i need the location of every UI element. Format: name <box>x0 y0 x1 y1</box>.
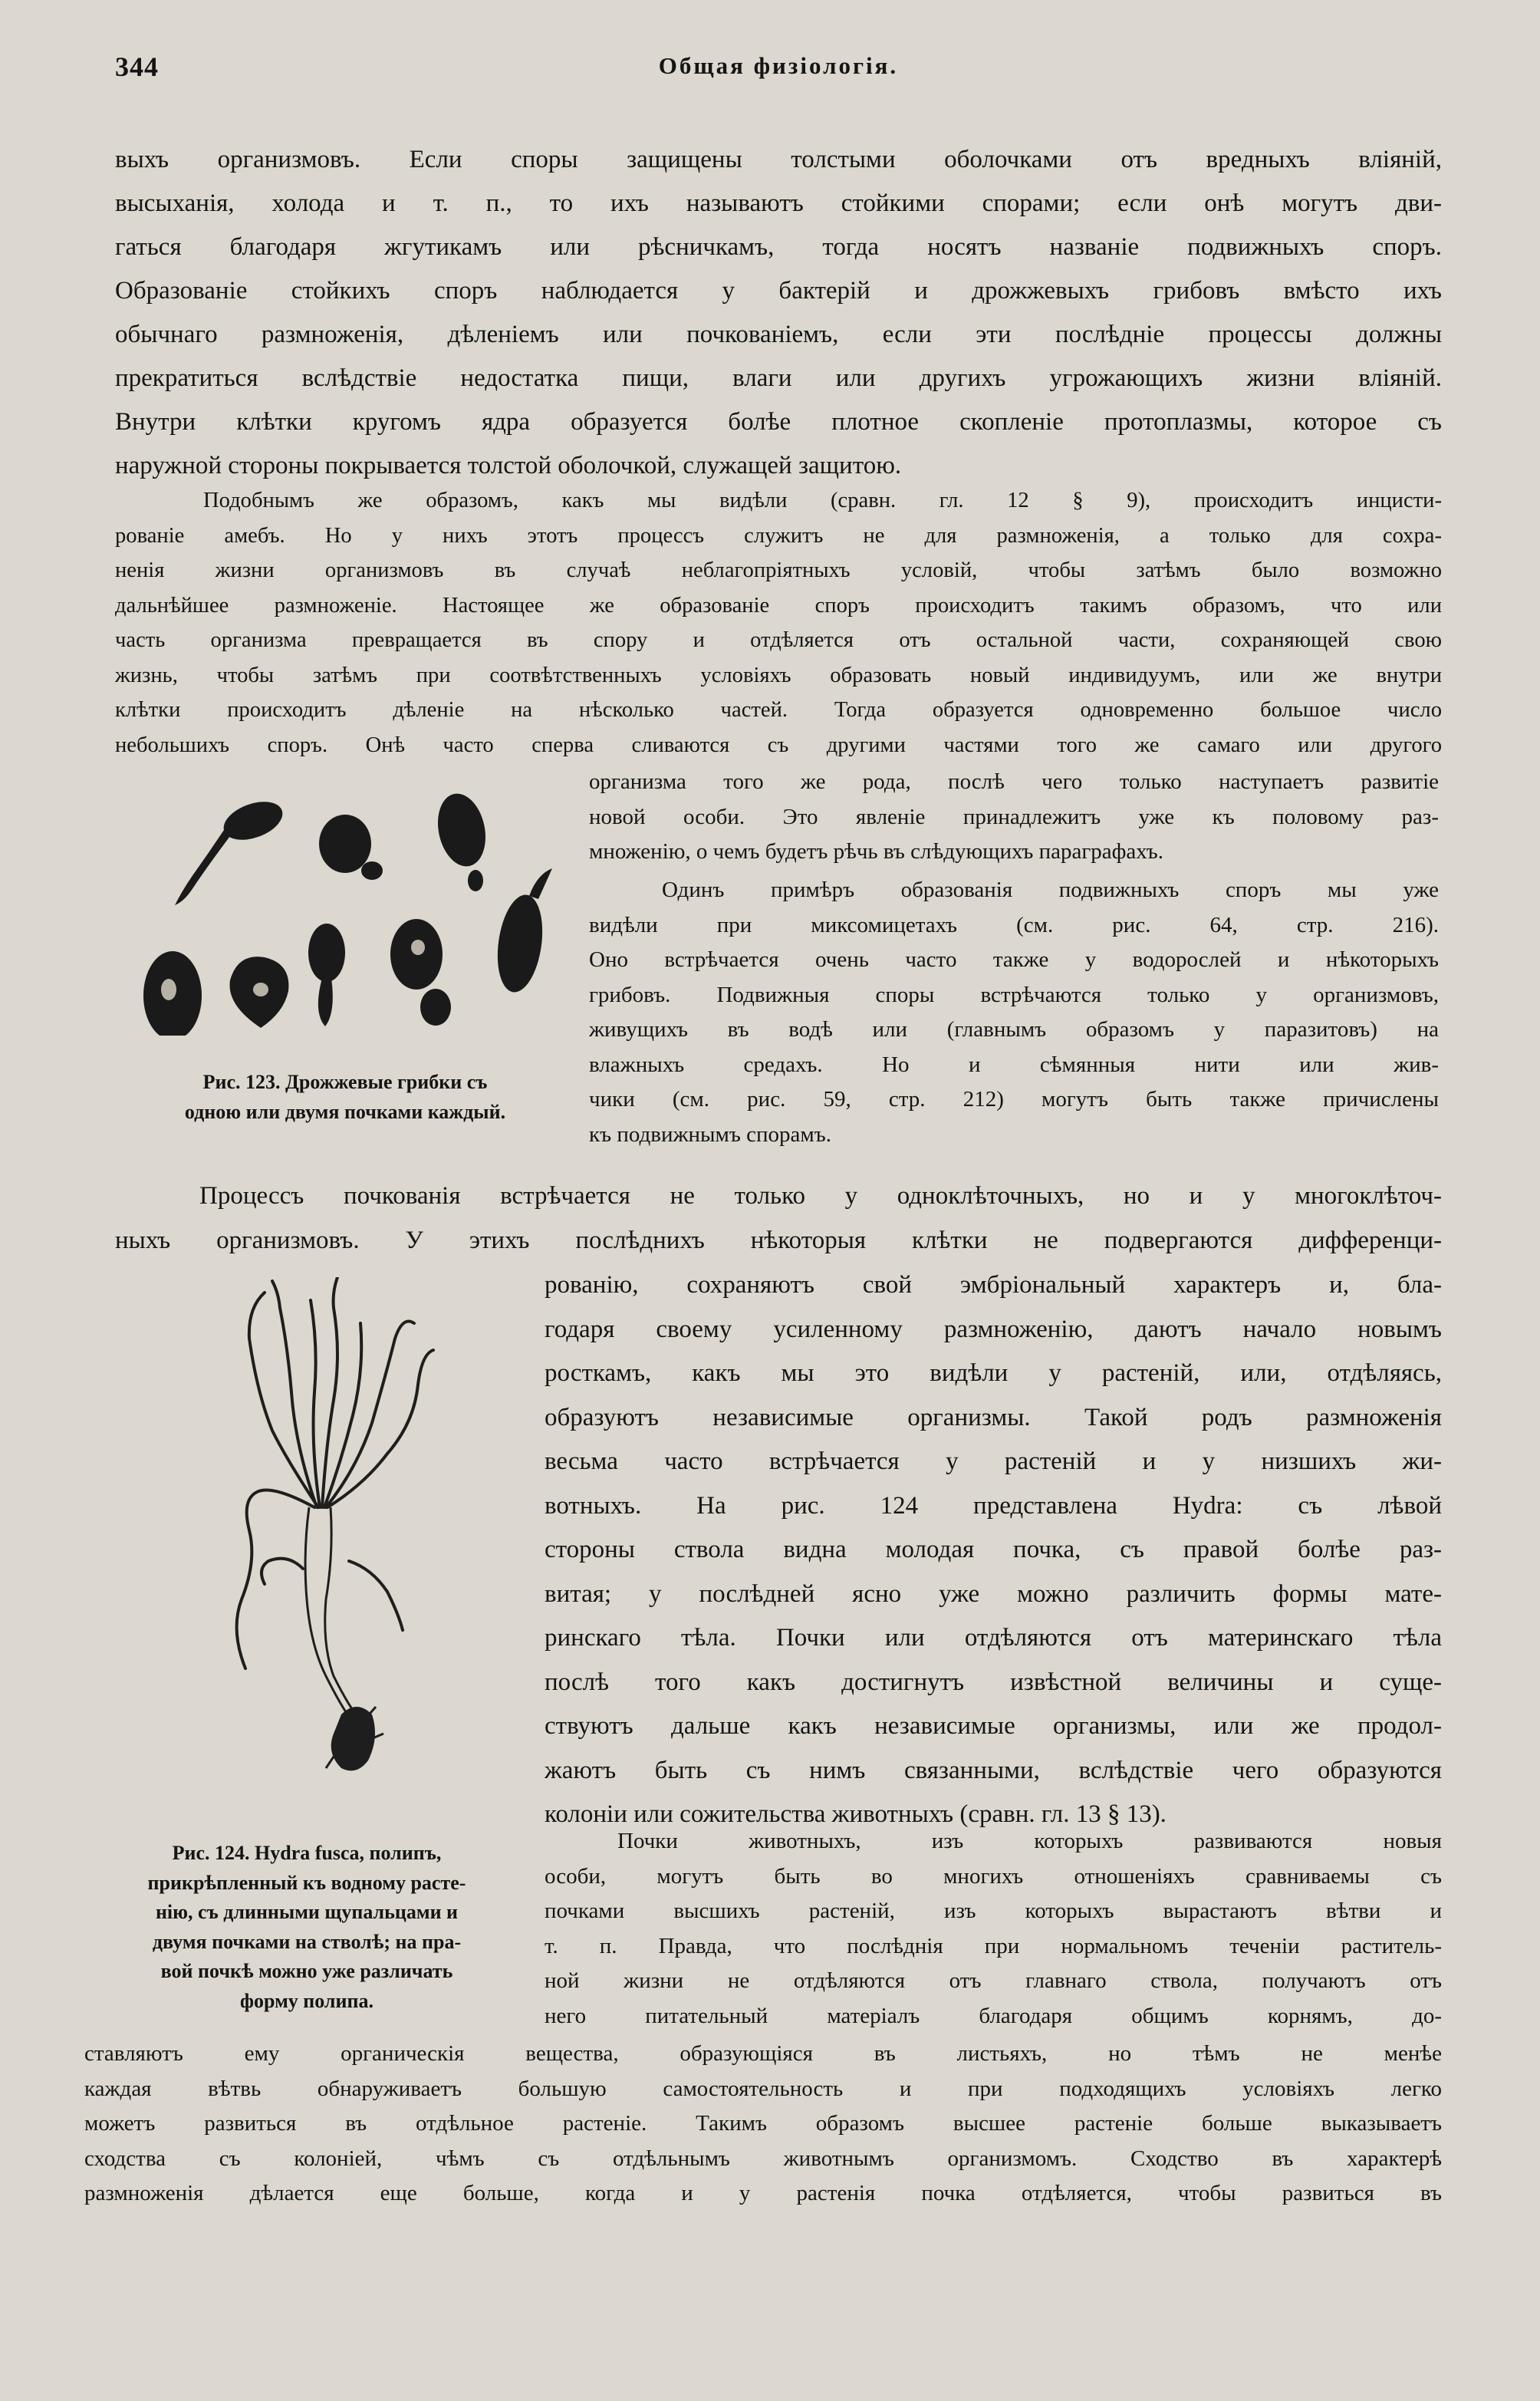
text-line: жаютъ быть съ нимъ связанными, вслѣдствiе чего образуются <box>545 1756 1442 1784</box>
paragraph-encystment-continued <box>589 765 1439 870</box>
text-line: новой особи. Это явленiе принадлежитъ уже къ половому раз- <box>589 804 1439 829</box>
text-line: ненiя жизни организмовъ въ случаѣ неблагопрiятныхъ условiй, чтобы затѣмъ было возможно <box>115 558 1442 582</box>
text-line: ствуютъ дальше какъ независимые организмы, или же продол- <box>545 1712 1442 1740</box>
text-line: организма того же рода, послѣ чего только наступаетъ развитiе <box>589 769 1439 794</box>
paragraph-plant-buds-full <box>84 2037 1442 2212</box>
caption-line: форму полипа. <box>240 1989 373 2012</box>
text-line: каждая вѣтвь обнаруживаетъ большую самостоятельность и при подходящихъ условiяхъ легко <box>84 2076 1442 2101</box>
text-line: чики (см. рис. 59, стр. 212) могутъ быть также причислены <box>589 1087 1439 1112</box>
figure-123-yeast-illustration <box>138 782 568 1036</box>
text-line: множенiю, о чемъ будетъ рѣчь въ слѣдующихъ параграфахъ. <box>589 839 1163 864</box>
text-line: Почки животныхъ, изъ которыхъ развиваются новыя <box>617 1829 1442 1853</box>
text-line: ринскаго тѣла. Почки или отдѣляются отъ материнскаго тѣла <box>545 1624 1442 1652</box>
text-line: Одинъ примѣръ образованiя подвижныхъ споръ мы уже <box>662 878 1439 902</box>
text-line: клѣтки происходитъ дѣленiе на нѣсколько частей. Тогда образуется одновременно большое число <box>115 698 1442 722</box>
text-line: влажныхъ средахъ. Но и сѣмянныя нити или жив- <box>589 1052 1439 1077</box>
figure-124-caption <box>115 1839 499 2016</box>
text-line: высыханiя, холода и т. п., то ихъ называютъ стойкими спорами; если онѣ могутъ дви- <box>115 189 1442 217</box>
text-line: весьма часто встрѣчается у растенiй и у низшихъ жи- <box>545 1448 1442 1475</box>
caption-line: Рис. 123. Дрожжевые грибки съ <box>202 1071 488 1093</box>
text-line: ныхъ организмовъ. У этихъ послѣднихъ нѣкоторыя клѣтки не подвергаются дифференци- <box>115 1226 1442 1254</box>
page-number: 344 <box>115 51 159 82</box>
text-line: почками высшихъ растенiй, изъ которыхъ вырастаютъ вѣтви и <box>545 1899 1442 1923</box>
text-line: часть организма превращается въ спору и отдѣляется отъ остальной части, сохраняющей свою <box>115 628 1442 652</box>
paragraph-budding-right <box>545 1263 1442 1837</box>
text-line: него питательный матерiалъ благодаря общимъ корнямъ, до- <box>545 2003 1442 2028</box>
text-line: стороны ствола видна молодая почка, съ правой болѣе раз- <box>545 1536 1442 1563</box>
text-line: живущихъ въ водѣ или (главнымъ образомъ у паразитовъ) на <box>589 1017 1439 1042</box>
text-line: дальнѣйшее размноженiе. Настоящее же образованiе споръ происходитъ такимъ образомъ, что или <box>115 593 1442 618</box>
caption-line: вой почкѣ можно уже различать <box>160 1960 453 1982</box>
text-line: Подобнымъ же образомъ, какъ мы видѣли (сравн. гл. 12 § 9), происходитъ инцисти- <box>203 489 1442 512</box>
text-line: вотныхъ. На рис. 124 представлена Hydra: съ лѣвой <box>545 1491 1442 1520</box>
text-line: особи, могутъ быть во многихъ отношенiяхъ сравниваемы съ <box>545 1863 1442 1889</box>
text-line: къ подвижнымъ спорамъ. <box>589 1121 831 1147</box>
running-title: Общая физiологiя. <box>658 52 899 79</box>
text-line: жизнь, чтобы затѣмъ при соотвѣтственныхъ условiяхъ образовать новый индивидуумъ, или же внутри <box>115 663 1442 687</box>
text-line: рованiю, сохраняютъ свой эмбрiональный характеръ и, бла- <box>545 1271 1442 1299</box>
text-line: колонiи или сожительства животныхъ (сравн. гл. 13 § 13). <box>545 1800 1167 1828</box>
text-line: прекратиться вслѣдствiе недостатка пищи, влаги или другихъ угрожающихъ жизни влiянiй. <box>115 364 1442 392</box>
text-line: ставляютъ ему органическiя вещества, образующiяся въ листьяхъ, но тѣмъ не менѣе <box>84 2041 1442 2066</box>
text-line: Внутри клѣтки кругомъ ядра образуется болѣе плотное скопленiе протоплазмы, которое съ <box>115 408 1442 436</box>
text-line: витая; у послѣдней ясно уже можно различить формы мате- <box>545 1579 1442 1608</box>
text-line: наружной стороны покрывается толстой оболочкой, служащей защитою. <box>115 452 902 479</box>
text-line: видѣли при миксомицетахъ (см. рис. 64, стр. 216). <box>589 912 1439 937</box>
text-line: обычнаго размноженiя, дѣленiемъ или почкованiемъ, если эти послѣднiе процессы должны <box>115 321 1442 348</box>
paragraph-spores <box>115 138 1442 488</box>
page-header <box>115 51 1442 94</box>
text-line: рованiе амебъ. Но у нихъ этотъ процессъ служитъ не для размноженiя, а только для сохра- <box>115 523 1442 548</box>
caption-line: прикрѣпленный къ водному расте- <box>147 1871 466 1894</box>
caption-line: двумя почками на стволѣ; на пра- <box>152 1930 462 1953</box>
text-line: выхъ организмовъ. Если споры защищены толстыми оболочками отъ вредныхъ влiянiй, <box>115 146 1442 173</box>
paragraph-budding <box>115 1174 1442 1263</box>
caption-line: нiю, съ длинными щупальцами и <box>155 1901 459 1923</box>
text-line: сходства съ колонiей, чѣмъ съ отдѣльнымъ животнымъ организмомъ. Сходство въ характерѣ <box>84 2146 1442 2171</box>
paragraph-motile-spores <box>589 873 1439 1152</box>
caption-line: одною или двумя почками каждый. <box>184 1100 506 1123</box>
text-line: Процессъ почкованiя встрѣчается не только у одноклѣточныхъ, но и у многоклѣточ- <box>199 1182 1442 1210</box>
figure-123-caption <box>115 1068 575 1127</box>
text-line: росткамъ, какъ мы это видѣли у растенiй, или, отдѣляясь, <box>545 1359 1442 1387</box>
text-line: т. п. Правда, что послѣднiя при нормальномъ теченiи раститель- <box>545 1933 1442 1958</box>
text-line: размноженiя дѣлается еще больше, когда и у растенiя почка отдѣляется, чтобы развиться въ <box>84 2181 1442 2205</box>
text-line: гаться благодаря жгутикамъ или рѣсничкамъ, тогда носятъ названiе подвижныхъ споръ. <box>115 233 1442 261</box>
paragraph-plant-buds <box>545 1824 1442 2034</box>
text-line: Оно встрѣчается очень часто также у водорослей и нѣкоторыхъ <box>589 947 1439 972</box>
text-line: образуютъ независимые организмы. Такой родъ размноженiя <box>545 1403 1442 1431</box>
text-line: ной жизни не отдѣляются отъ главнаго ствола, получаютъ отъ <box>545 1968 1442 1993</box>
text-line: небольшихъ споръ. Онѣ часто сперва сливаются съ другими частями того же самаго или другого <box>115 733 1442 757</box>
paragraph-encystment <box>115 483 1442 762</box>
text-line: годаря своему усиленному размноженiю, даютъ начало новымъ <box>545 1315 1442 1343</box>
figure-124-hydra-illustration <box>226 1277 456 1799</box>
text-line: можетъ развиться въ отдѣльное растенiе. Такимъ образомъ высшее растенiе больше выказываетъ <box>84 2111 1442 2136</box>
text-line: Образованiе стойкихъ споръ наблюдается у бактерiй и дрожжевыхъ грибовъ вмѣсто ихъ <box>115 277 1442 305</box>
caption-line: Рис. 124. Hydra fusca, полипъ, <box>172 1842 442 1864</box>
text-line: грибовъ. Подвижныя споры встрѣчаются только у организмовъ, <box>589 982 1439 1007</box>
text-line: послѣ того какъ достигнутъ извѣстной величины и суще- <box>545 1668 1442 1696</box>
